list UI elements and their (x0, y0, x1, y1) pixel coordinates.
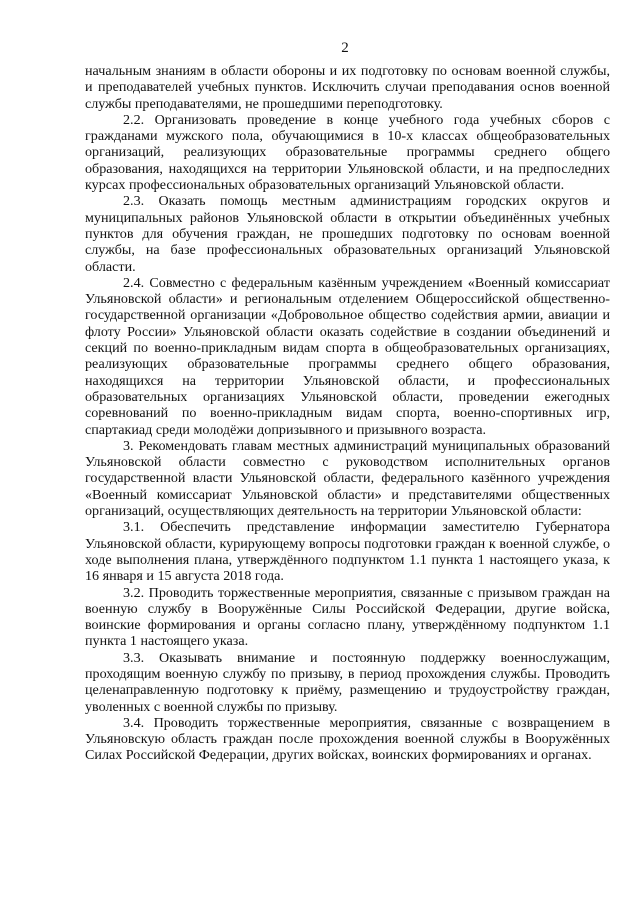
paragraph-2-3: 2.3. Оказать помощь местным администрациям городских округов и муниципальных районов Ульяновской области в открытии объединённых учебных пунктов для обучения граждан, не прошедших подготовку по основам военной службы, на базе профессиональных образовательных организаций Ульяновской области. (85, 193, 610, 275)
paragraph-3-1: 3.1. Обеспечить представление информации заместителю Губернатора Ульяновской области, курирующему вопросы подготовки граждан к военной службе, о ходе выполнения плана, утверждённого подпунктом 1.1 пункта 1 настоящего указа, к 16 января и 15 августа 2018 года. (85, 519, 610, 585)
paragraph-2-4: 2.4. Совместно с федеральным казённым учреждением «Военный комиссариат Ульяновской области» и региональным отделением Общероссийской общественно-государственной организации «Добровольное общество содействия армии, авиации и флоту России» Ульяновской области оказать содействие в создании объединений и секций по военно-прикладным видам спорта в общеобразовательных организациях, реализующих образовательные программы среднего общего образования, находящихся на территории Ульяновской области, и профессиональных образовательных организациях Ульяновской области, проведении ежегодных соревнований по военно-прикладным видам спорта, военно-спортивных игр, спартакиад среди молодёжи допризывного и призывного возраста. (85, 274, 610, 438)
page-number: 2 (341, 40, 349, 56)
document-body (85, 63, 610, 764)
paragraph-3-3: 3.3. Оказывать внимание и постоянную поддержку военнослужащим, проходящим военную службу по призыву, в период прохождения службы. Проводить целенаправленную подготовку к приёму, размещению и трудоустройству граждан, уволенных с военной службы по призыву. (85, 649, 610, 715)
paragraph-3-2: 3.2. Проводить торжественные мероприятия, связанные с призывом граждан на военную службу в Вооружённые Силы Российской Федерации, другие войска, воинские формирования и органы согласно плану, утверждённому подпунктом 1.1 пункта 1 настоящего указа. (85, 584, 610, 650)
paragraph-3-4: 3.4. Проводить торжественные мероприятия, связанные с возвращением в Ульяновскую область граждан после прохождения военной службы в Вооружённых Силах Российской Федерации, других войсках, воинских формированиях и органах. (85, 714, 610, 764)
paragraph-continuation: начальным знаниям в области обороны и их подготовку по основам военной службы, и преподавателей учебных пунктов. Исключить случаи преподавания основ военной службы преподавателями, не прошедшими переподготовку. (85, 63, 610, 112)
paragraph-3: 3. Рекомендовать главам местных администраций муниципальных образований Ульяновской области совместно с руководством исполнительных органов государственной власти Ульяновской области, федерального казённого учреждения «Военный комиссариат Ульяновской области» и представителями общественных организаций, осуществляющих деятельность на территории Ульяновской области: (85, 437, 610, 520)
paragraph-2-2: 2.2. Организовать проведение в конце учебного года учебных сборов с гражданами мужского пола, обучающимися в 10-х классах общеобразовательных организаций, реализующих образовательные программы среднего общего образования, находящихся на территории Ульяновской области, и на предпоследних курсах профессиональных образовательных организаций Ульяновской области. (85, 111, 610, 194)
